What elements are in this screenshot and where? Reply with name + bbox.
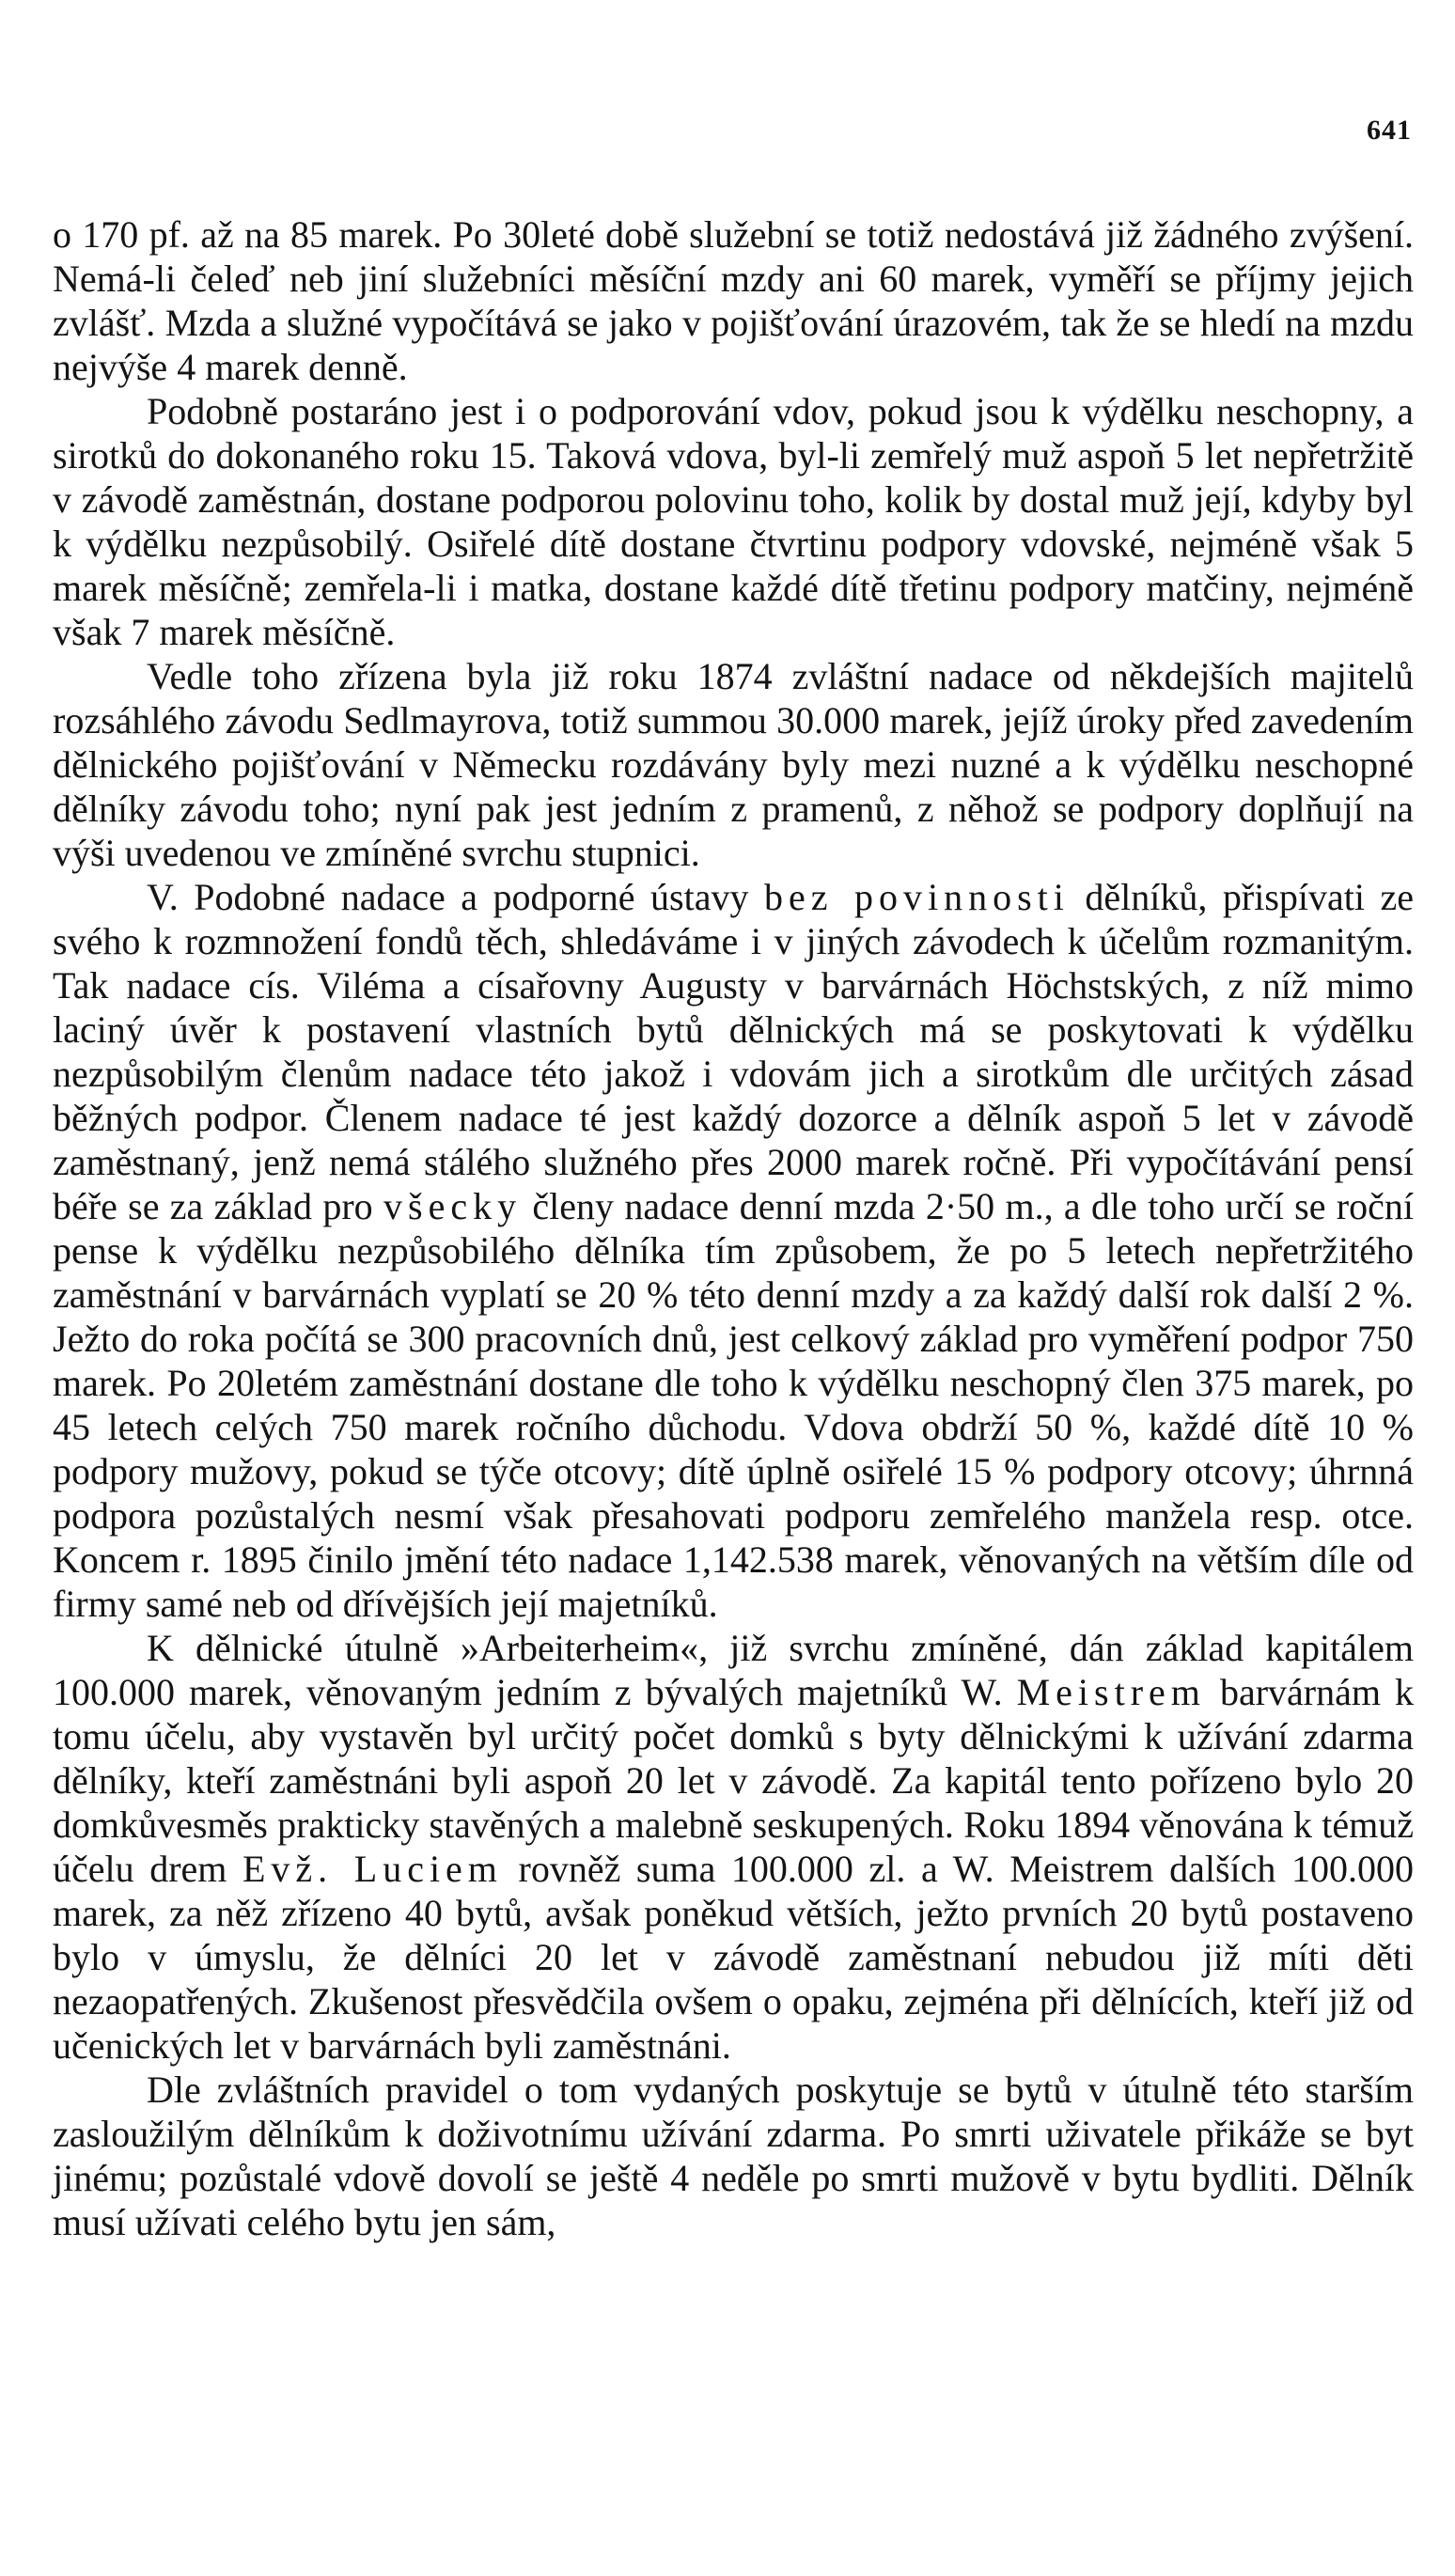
paragraph — [53, 389, 1414, 654]
paragraph — [53, 1626, 1414, 2068]
body-text — [53, 212, 1414, 2244]
paragraph-text: o 170 pf. až na 85 marek. Po 30leté době služební se totiž nedostává již žádného zvýšení. Nemá-li čeleď neb jiní služebníci měsíční mzdy ani 60 marek, vyměří se příjmy jejich zvlášť. Mzda a služné vypočítává se jako v pojišťování úrazovém, tak že se hledí na mzdu nejvýše 4 marek denně. — [53, 213, 1414, 388]
paragraph-text: Podobně postaráno jest i o podporování vdov, pokud jsou k výdělku neschopny, a sirotků do dokonaného roku 15. Taková vdova, byl-li zemřelý muž aspoň 5 let nepřetržitě v závodě zaměstnán, dostane podporou polovinu toho, kolik by dostal muž její, kdyby byl k výdělku nezpůsobilý. Osiřelé dítě dostane čtvrtinu podpory vdovské, nejméně však 5 marek měsíčně; zemřela-li i matka, dostane každé dítě třetinu podpory matčiny, nejméně však 7 marek měsíčně. — [53, 390, 1414, 653]
paragraph — [53, 2068, 1414, 2244]
paragraph-text: K dělnické útulně »Arbeiterheim«, již svrchu zmíněné, dán základ kapitálem 100.000 marek, věnovaným jedním z bývalých majetníků W. — [53, 1627, 1414, 1713]
paragraph — [53, 212, 1414, 389]
spaced-emphasis-text: Evž. Luciem — [242, 1848, 503, 1890]
paragraph — [53, 875, 1414, 1626]
paragraph-text: dělníků, přispívati ze svého k rozmnožení fondů těch, shledáváme i v jiných závodech k účelům rozmanitým. Tak nadace cís. Viléma a císařovny Augusty v barvárnách Höchstských, z níž mimo laciný úvěr k postavení vlastních bytů dělnických má se poskytovati k výdělku nezpůsobilým členům nadace této jakož i vdovám jich a sirotkům dle určitých zásad běžných podpor. Členem nadace té jest každý dozorce a dělník aspoň 5 let v závodě zaměstnaný, jenž nemá stálého služného přes 2000 marek ročně. Při vypočítávání pensí béře se za základ pro — [53, 876, 1414, 1227]
spaced-emphasis-text: bez povinnosti — [764, 876, 1070, 918]
paragraph-text: V. Podobné nadace a podporné ústavy — [147, 876, 764, 918]
paragraph-text: barvárnám k tomu účelu, aby vystavěn byl určitý počet domků s byty dělnickými k užívání zdarma dělníky, kteří zaměstnáni byli aspoň 20 let v závodě. Za kapitál tento pořízeno bylo 20 domkůvesměs prakticky stavěných a malebně seskupených. Roku 1894 věnována k témuž účelu drem — [53, 1671, 1414, 1890]
spaced-emphasis-text: Meistrem — [1016, 1671, 1206, 1713]
paragraph — [53, 654, 1414, 875]
paragraph-text: rovněž suma 100.000 zl. a W. Meistrem dalších 100.000 marek, za něž zřízeno 40 bytů, avšak poněkud větších, ježto prvních 20 bytů postaveno bylo v úmyslu, že dělníci 20 let v závodě zaměstnaní nebudou již míti děti nezaopatřených. Zkušenost přesvědčila ovšem o opaku, zejména při dělnících, kteří již od učenických let v barvárnách byli zaměstnáni. — [53, 1848, 1415, 2067]
paragraph-text: Dle zvláštních pravidel o tom vydaných poskytuje se bytů v útulně této starším zasloužilým dělníkům k doživotnímu užívání zdarma. Po smrti uživatele přikáže se byt jinému; pozůstalé vdově dovolí se ještě 4 neděle po smrti mužově v bytu bydliti. Dělník musí užívati celého bytu jen sám, — [53, 2069, 1414, 2243]
paragraph-text: Vedle toho zřízena byla již roku 1874 zvláštní nadace od někdejších majitelů rozsáhlého závodu Sedlmayrova, totiž summou 30.000 marek, jejíž úroky před zavedením dělnického pojišťování v Německu rozdávány byly mezi nuzné a k výdělku neschopné dělníky závodu toho; nyní pak jest jedním z pramenů, z něhož se podpory doplňují na výši uvedenou ve zmíněné svrchu stupnici. — [53, 655, 1414, 874]
spaced-emphasis-text: všecky — [383, 1185, 523, 1227]
page-number: 641 — [1367, 115, 1412, 146]
paragraph-text: členy nadace denní mzda 2·50 m., a dle toho určí se roční pense k výdělku nezpůsobilého dělníka tím způsobem, že po 5 letech nepřetržitého zaměstnání v barvárnách vyplatí se 20 % této denní mzdy a za každý další rok další 2 %. Ježto do roka počítá se 300 pracovních dnů, jest celkový základ pro vyměření podpor 750 marek. Po 20letém zaměstnání dostane dle toho k výdělku neschopný člen 375 marek, po 45 letech celých 750 marek ročního důchodu. Vdova obdrží 50 %, každé dítě 10 % podpory mužovy, pokud se týče otcovy; dítě úplně osiřelé 15 % podpory otcovy; úhrnná podpora pozůstalých nesmí však přesahovati podporu zemřelého manžela resp. otce. Koncem r. 1895 činilo jmění této nadace 1,142.538 marek, věnovaných na větším díle od firmy samé neb od dřívějších její majetníků. — [53, 1185, 1414, 1625]
